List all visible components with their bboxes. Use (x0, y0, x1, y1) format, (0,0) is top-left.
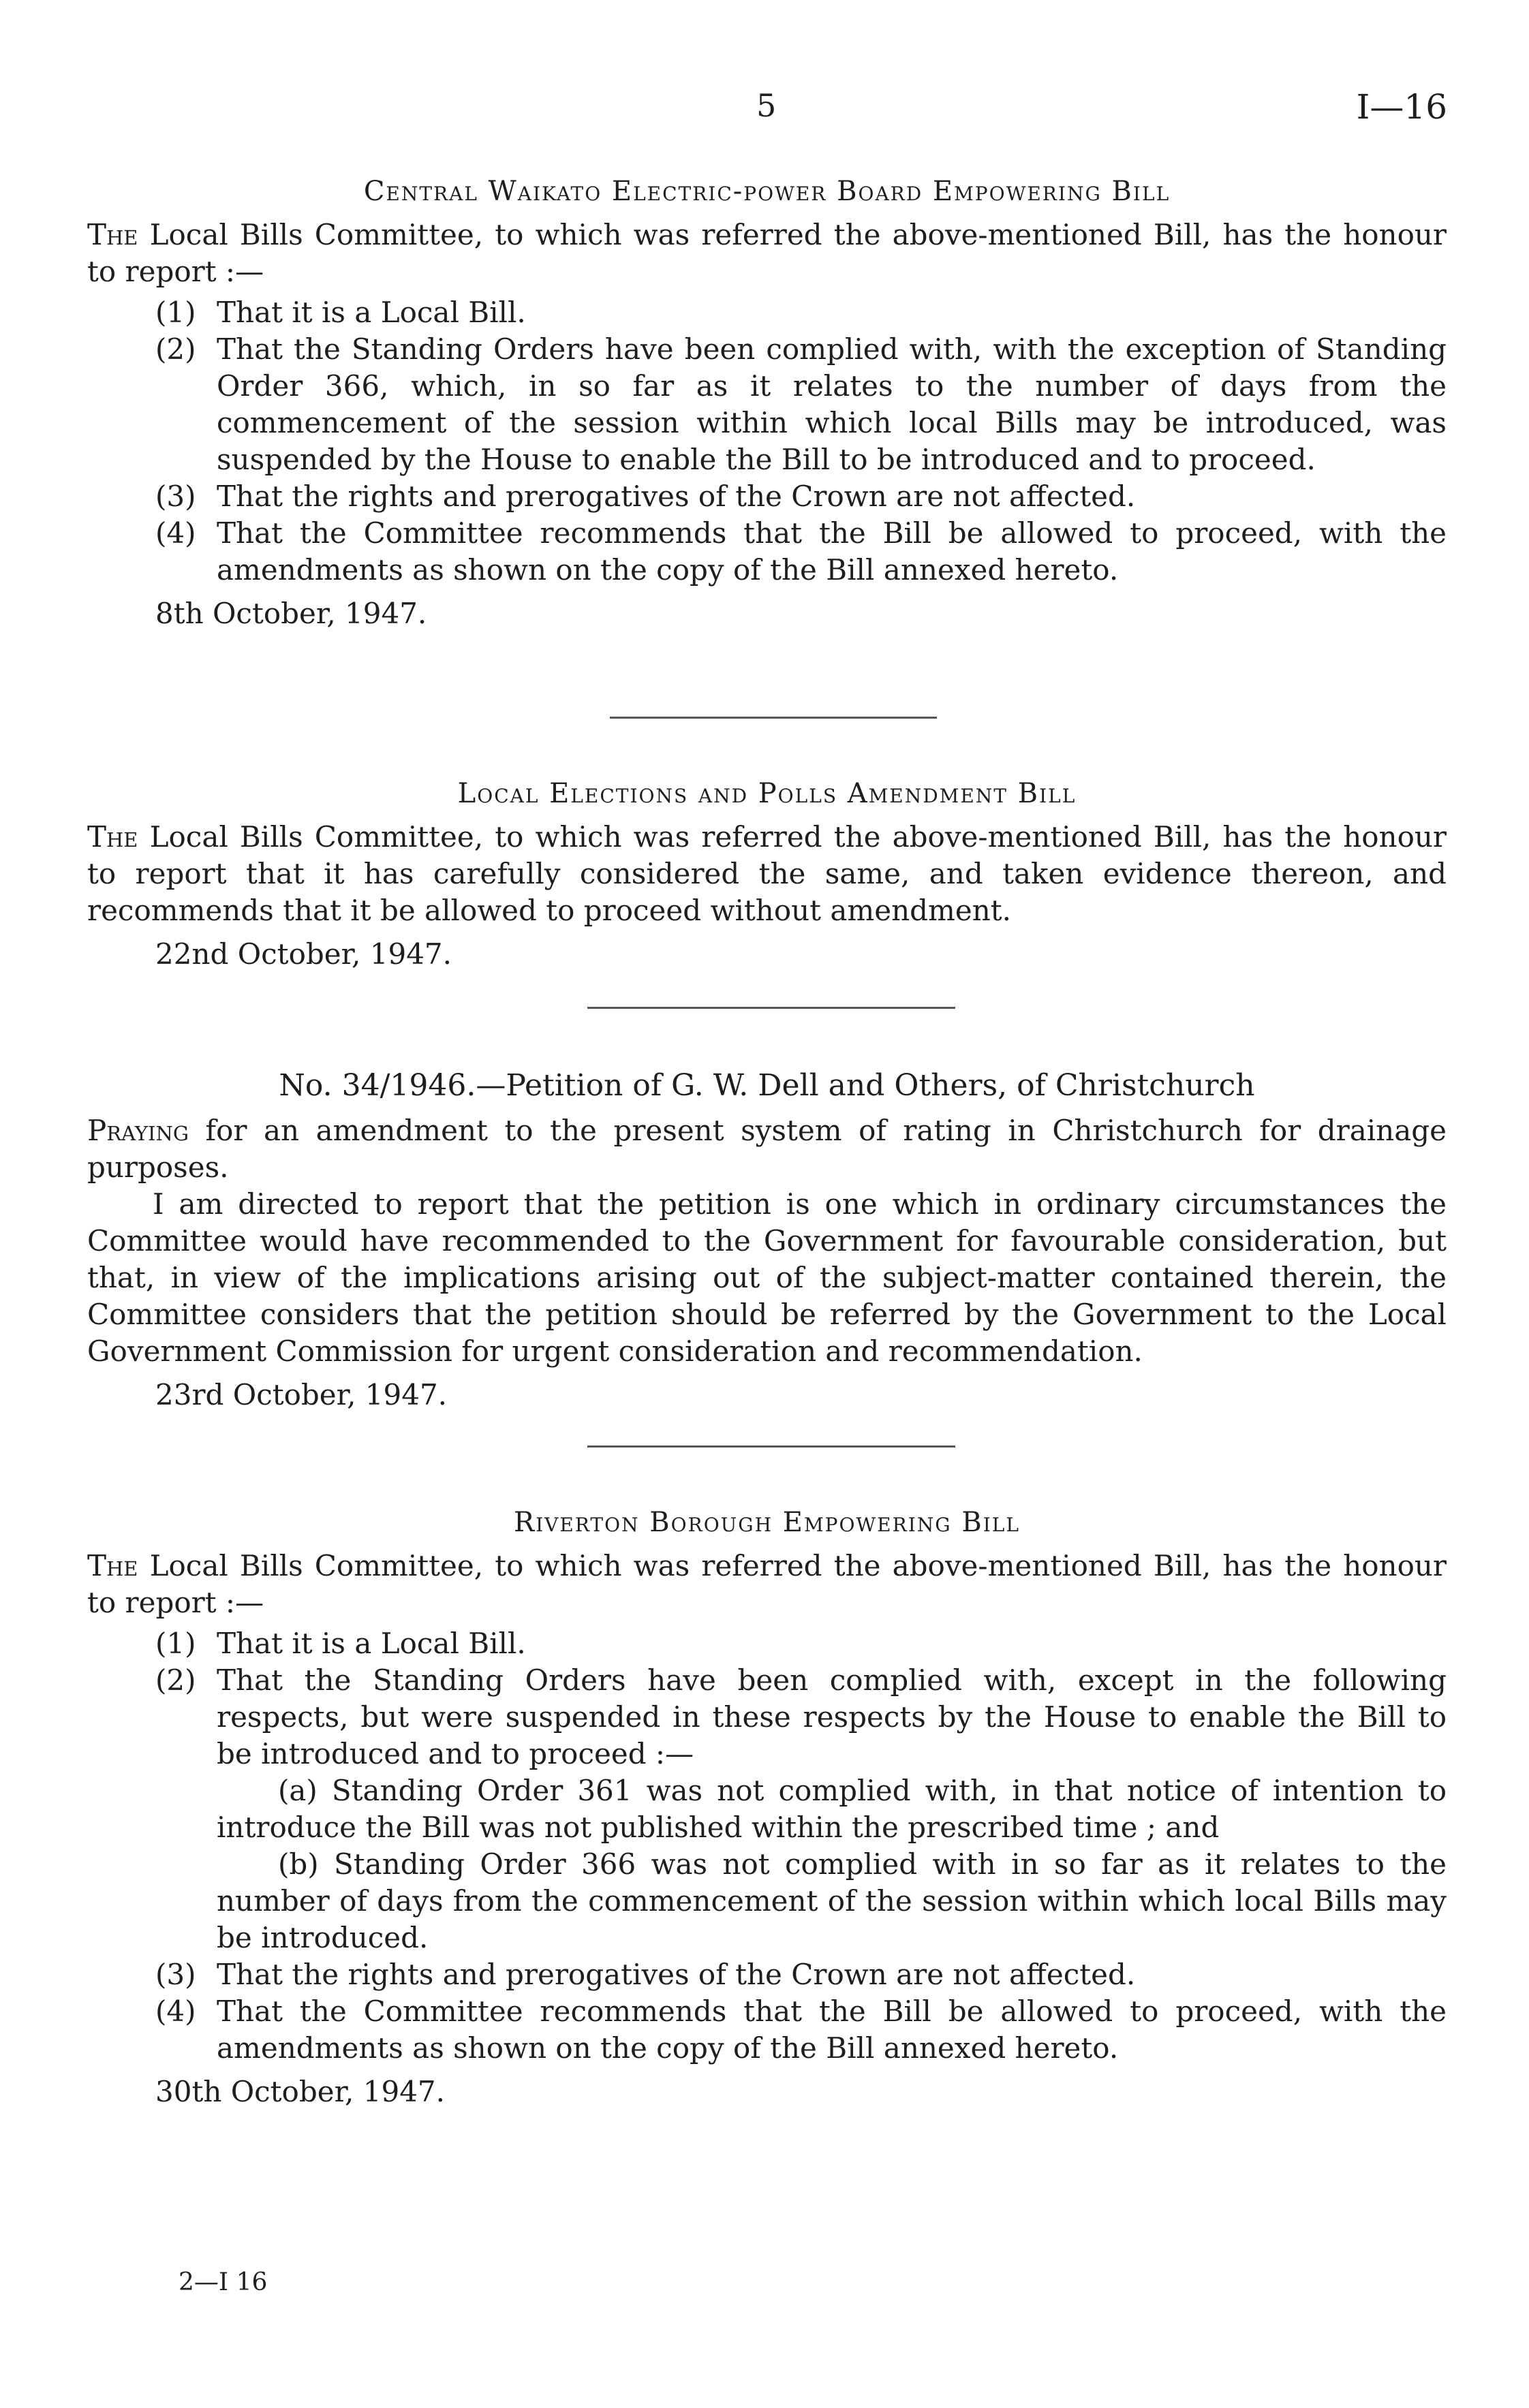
section-title: Riverton Borough Empowering Bill (513, 1507, 1020, 1538)
page-header (0, 87, 1529, 142)
intro-paragraph (87, 1548, 1447, 1621)
lead-word: The (87, 1549, 138, 1582)
intro-paragraph (87, 217, 1447, 290)
list-item (155, 331, 1447, 478)
list-item (155, 1662, 1447, 1956)
intro-paragraph (87, 819, 1447, 929)
intro-text: for an amendment to the present system of rating in Christchurch for drainage purposes. (87, 1114, 1447, 1184)
sub-item: (a) Standing Order 361 was not complied with, in that notice of intention to introduce the Bill was not published within the prescribed time ; and (217, 1774, 1447, 1844)
item-text: That the Standing Orders have been complied with, except in the following respects, but were suspended in these respects by the House to enable the Bill to be introduced and to proceed :— (217, 1663, 1447, 1770)
list-item (155, 1625, 1447, 1662)
page-number: 5 (756, 87, 777, 124)
item-number: (4) (155, 1995, 196, 2028)
body-paragraph: I am directed to report that the petition is one which in ordinary circumstances the Committee would have recommended to the Government for favourable consideration, but that, in view of the implications arising out of the subject-matter contained therein, the Committee considers that the petition should be referred by the Government to the Local Government Commission for urgent consideration and recommendation. (87, 1187, 1447, 1368)
document-reference: I—16 (1356, 87, 1447, 127)
item-text: That it is a Local Bill. (217, 296, 526, 329)
intro-text: Local Bills Committee, to which was referred the above-mentioned Bill, has the honour to report that it has carefully considered the same, and taken evidence thereon, and recommends that it be allowed to proceed without amendment. (87, 820, 1447, 927)
sub-item: (b) Standing Order 366 was not complied with in so far as it relates to the number of days from the commencement of the session within which local Bills may be introduced. (217, 1847, 1447, 1954)
item-number: (1) (155, 296, 196, 329)
intro-text: Local Bills Committee, to which was referred the above-mentioned Bill, has the honour to report :— (87, 1549, 1447, 1619)
item-number: (2) (155, 1663, 196, 1697)
lead-word: The (87, 218, 138, 251)
section-divider (610, 717, 937, 719)
section-title: Local Elections and Polls Amendment Bill (457, 778, 1077, 809)
list-item (155, 294, 1447, 331)
section-title: Central Waikato Electric-power Board Empowering Bill (363, 176, 1171, 207)
item-number: (3) (155, 1958, 196, 1991)
footer-code: 2—I 16 (179, 2268, 268, 2296)
section-title: No. 34/1946.—Petition of G. W. Dell and Others, of Christchurch (279, 1068, 1255, 1103)
section-divider (587, 1445, 955, 1448)
item-text: That the Committee recommends that the Bill be allowed to proceed, with the amendments as shown on the copy of the Bill annexed hereto. (217, 516, 1447, 587)
intro-paragraph (87, 1112, 1447, 1186)
section-petition-dell (87, 1068, 1447, 1413)
list-item (155, 1956, 1447, 1993)
item-text: That it is a Local Bill. (217, 1627, 526, 1660)
list-item (155, 478, 1447, 515)
item-number: (4) (155, 516, 196, 550)
report-date: 30th October, 1947. (155, 2075, 445, 2108)
item-text: That the rights and prerogatives of the Crown are not affected. (217, 1958, 1136, 1991)
intro-text: Local Bills Committee, to which was referred the above-mentioned Bill, has the honour to report :— (87, 218, 1447, 288)
item-number: (1) (155, 1627, 196, 1660)
section-local-elections (87, 778, 1447, 973)
item-text: That the Committee recommends that the Bill be allowed to proceed, with the amendments as shown on the copy of the Bill annexed hereto. (217, 1995, 1447, 2065)
item-text: That the Standing Orders have been complied with, with the exception of Standing Order 366, which, in so far as it relates to the number of days from the commencement of the session within which local Bills may be introduced, was suspended by the House to enable the Bill to be introduced and to proceed. (217, 332, 1447, 476)
report-date: 22nd October, 1947. (155, 937, 452, 971)
list-item (155, 515, 1447, 589)
item-number: (2) (155, 332, 196, 366)
item-number: (3) (155, 480, 196, 513)
sub-items (217, 1772, 1447, 1956)
section-riverton (87, 1507, 1447, 2110)
item-text: That the rights and prerogatives of the Crown are not affected. (217, 480, 1136, 513)
section-divider (587, 1007, 955, 1009)
report-items (87, 294, 1447, 589)
lead-word: Praying (87, 1114, 189, 1147)
lead-word: The (87, 820, 138, 854)
section-central-waikato (87, 176, 1447, 632)
report-items (87, 1625, 1447, 2067)
list-item (155, 1993, 1447, 2067)
report-date: 23rd October, 1947. (155, 1378, 448, 1411)
report-date: 8th October, 1947. (155, 597, 427, 630)
